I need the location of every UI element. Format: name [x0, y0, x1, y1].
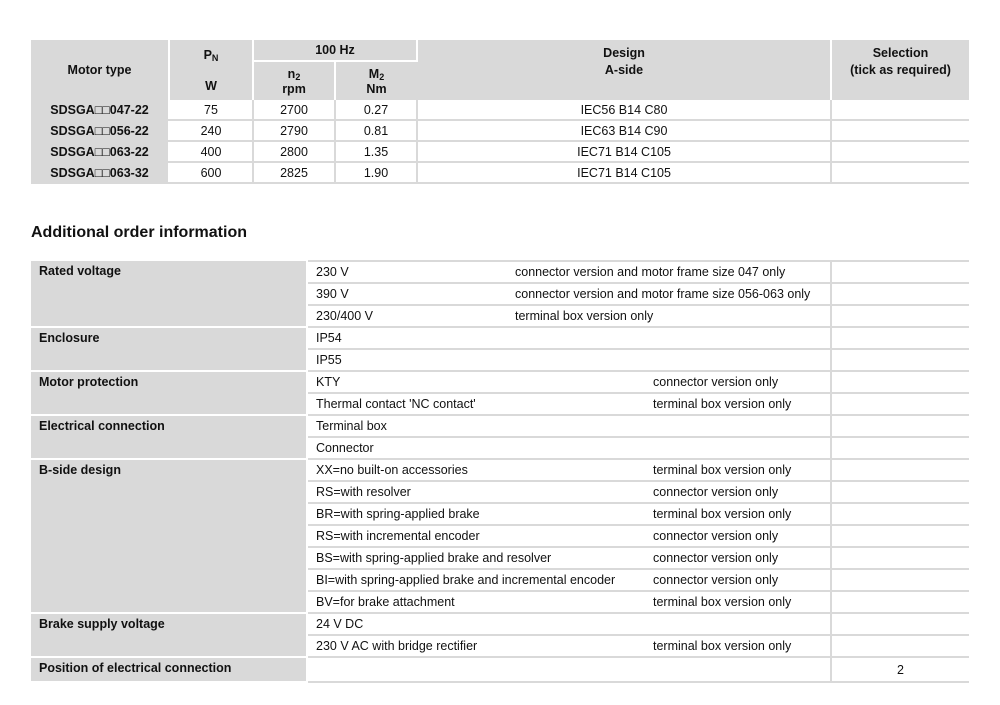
- category-enclosure: Enclosure: [31, 327, 307, 371]
- selection-cell[interactable]: [831, 141, 969, 162]
- table-row: [31, 657, 969, 682]
- m2-unit: Nm: [366, 81, 387, 96]
- header-frequency: 100 Hz: [253, 40, 417, 61]
- n2-cell: 2790: [253, 120, 335, 141]
- header-m2: [335, 61, 417, 100]
- category-motor-protection: Motor protection: [31, 371, 307, 415]
- option-label: [307, 657, 831, 682]
- category-rated-voltage: Rated voltage: [31, 261, 307, 327]
- option-label: BS=with spring-applied brake and resolver: [307, 547, 645, 569]
- table-row: [31, 459, 969, 481]
- table-row: [31, 141, 969, 162]
- design-cell: IEC71 B14 C105: [417, 141, 831, 162]
- motor-type-cell: SDSGA□□056-22: [31, 120, 169, 141]
- selection-cell[interactable]: [831, 481, 969, 503]
- selection-cell[interactable]: [831, 635, 969, 657]
- option-note: connector version and motor frame size 047 only: [507, 261, 831, 283]
- option-note: terminal box version only: [645, 503, 831, 525]
- option-label: 230/400 V: [307, 305, 507, 327]
- table-row: [31, 120, 969, 141]
- category-b-side-design: B-side design: [31, 459, 307, 613]
- order-info-table: [31, 260, 969, 683]
- n2-cell: 2700: [253, 100, 335, 120]
- pn-cell: 240: [169, 120, 253, 141]
- option-label: BI=with spring-applied brake and incremental encoder: [307, 569, 645, 591]
- option-note: connector version only: [645, 525, 831, 547]
- option-label: BR=with spring-applied brake: [307, 503, 645, 525]
- motor-type-cell: SDSGA□□047-22: [31, 100, 169, 120]
- option-label: Terminal box: [307, 415, 831, 437]
- header-design-sub: A-side: [604, 63, 644, 77]
- category-position-electrical-connection: Position of electrical connection: [31, 657, 307, 682]
- motor-type-cell: SDSGA□□063-32: [31, 162, 169, 183]
- selection-cell[interactable]: [831, 283, 969, 305]
- selection-cell[interactable]: [831, 100, 969, 120]
- m2-cell: 0.81: [335, 120, 417, 141]
- option-note: connector version and motor frame size 056-063 only: [507, 283, 831, 305]
- option-note: connector version only: [645, 481, 831, 503]
- option-label: 390 V: [307, 283, 507, 305]
- selection-cell[interactable]: [831, 547, 969, 569]
- option-note: connector version only: [645, 547, 831, 569]
- table-row: [31, 613, 969, 635]
- option-label: XX=no built-on accessories: [307, 459, 645, 481]
- option-note: terminal box version only: [645, 591, 831, 613]
- m2-cell: 1.90: [335, 162, 417, 183]
- header-motor-type: Motor type: [31, 40, 169, 100]
- option-note: terminal box version only: [645, 635, 831, 657]
- design-cell: IEC56 B14 C80: [417, 100, 831, 120]
- category-brake-supply-voltage: Brake supply voltage: [31, 613, 307, 657]
- selection-cell[interactable]: [831, 415, 969, 437]
- option-label: BV=for brake attachment: [307, 591, 645, 613]
- option-note: connector version only: [645, 371, 831, 393]
- selection-cell[interactable]: [831, 591, 969, 613]
- option-note: [645, 613, 831, 635]
- option-label: 24 V DC: [307, 613, 645, 635]
- n2-symbol: $n_2$: [287, 66, 301, 82]
- selection-cell[interactable]: [831, 459, 969, 481]
- m2-symbol: $M_2$: [368, 66, 385, 82]
- header-selection-sub: (tick as required): [850, 63, 951, 77]
- selection-cell[interactable]: [831, 437, 969, 459]
- selection-cell[interactable]: [831, 503, 969, 525]
- header-n2: [253, 61, 335, 100]
- option-label: Thermal contact 'NC contact': [307, 393, 645, 415]
- selection-cell[interactable]: [831, 371, 969, 393]
- table-row: [31, 162, 969, 183]
- m2-cell: 0.27: [335, 100, 417, 120]
- option-label: RS=with incremental encoder: [307, 525, 645, 547]
- pn-cell: 600: [169, 162, 253, 183]
- n2-unit: rpm: [282, 81, 306, 96]
- option-label: 230 V AC with bridge rectifier: [307, 635, 645, 657]
- selection-cell[interactable]: [831, 162, 969, 183]
- pn-cell: 400: [169, 141, 253, 162]
- header-design: Design A-side: [417, 40, 831, 100]
- pn-unit: W: [205, 78, 217, 93]
- selection-cell[interactable]: 2: [831, 657, 969, 682]
- table-row: [31, 415, 969, 437]
- category-electrical-connection: Electrical connection: [31, 415, 307, 459]
- table-row: [31, 371, 969, 393]
- n2-cell: 2800: [253, 141, 335, 162]
- pn-symbol: $P_N$: [203, 47, 219, 63]
- selection-cell[interactable]: [831, 349, 969, 371]
- option-note: terminal box version only: [645, 459, 831, 481]
- table-row: [31, 327, 969, 349]
- selection-cell[interactable]: [831, 305, 969, 327]
- option-label: IP55: [307, 349, 831, 371]
- header-pn: [169, 40, 253, 100]
- selection-cell[interactable]: [831, 120, 969, 141]
- selection-cell[interactable]: [831, 525, 969, 547]
- option-note: terminal box version only: [645, 393, 831, 415]
- option-label: IP54: [307, 327, 831, 349]
- header-selection: Selection (tick as required): [831, 40, 969, 100]
- option-label: Connector: [307, 437, 831, 459]
- design-cell: IEC63 B14 C90: [417, 120, 831, 141]
- option-label: 230 V: [307, 261, 507, 283]
- selection-cell[interactable]: [831, 327, 969, 349]
- selection-cell[interactable]: [831, 393, 969, 415]
- table-row: [31, 100, 969, 120]
- selection-cell[interactable]: [831, 613, 969, 635]
- option-label: KTY: [307, 371, 645, 393]
- option-note: connector version only: [645, 569, 831, 591]
- selection-cell[interactable]: [831, 261, 969, 283]
- option-note: terminal box version only: [507, 305, 831, 327]
- table-row: [31, 261, 969, 283]
- section-title: Additional order information: [31, 224, 247, 241]
- option-label: RS=with resolver: [307, 481, 645, 503]
- pn-cell: 75: [169, 100, 253, 120]
- m2-cell: 1.35: [335, 141, 417, 162]
- motor-type-table: [31, 40, 969, 184]
- n2-cell: 2825: [253, 162, 335, 183]
- selection-cell[interactable]: [831, 569, 969, 591]
- design-cell: IEC71 B14 C105: [417, 162, 831, 183]
- motor-type-cell: SDSGA□□063-22: [31, 141, 169, 162]
